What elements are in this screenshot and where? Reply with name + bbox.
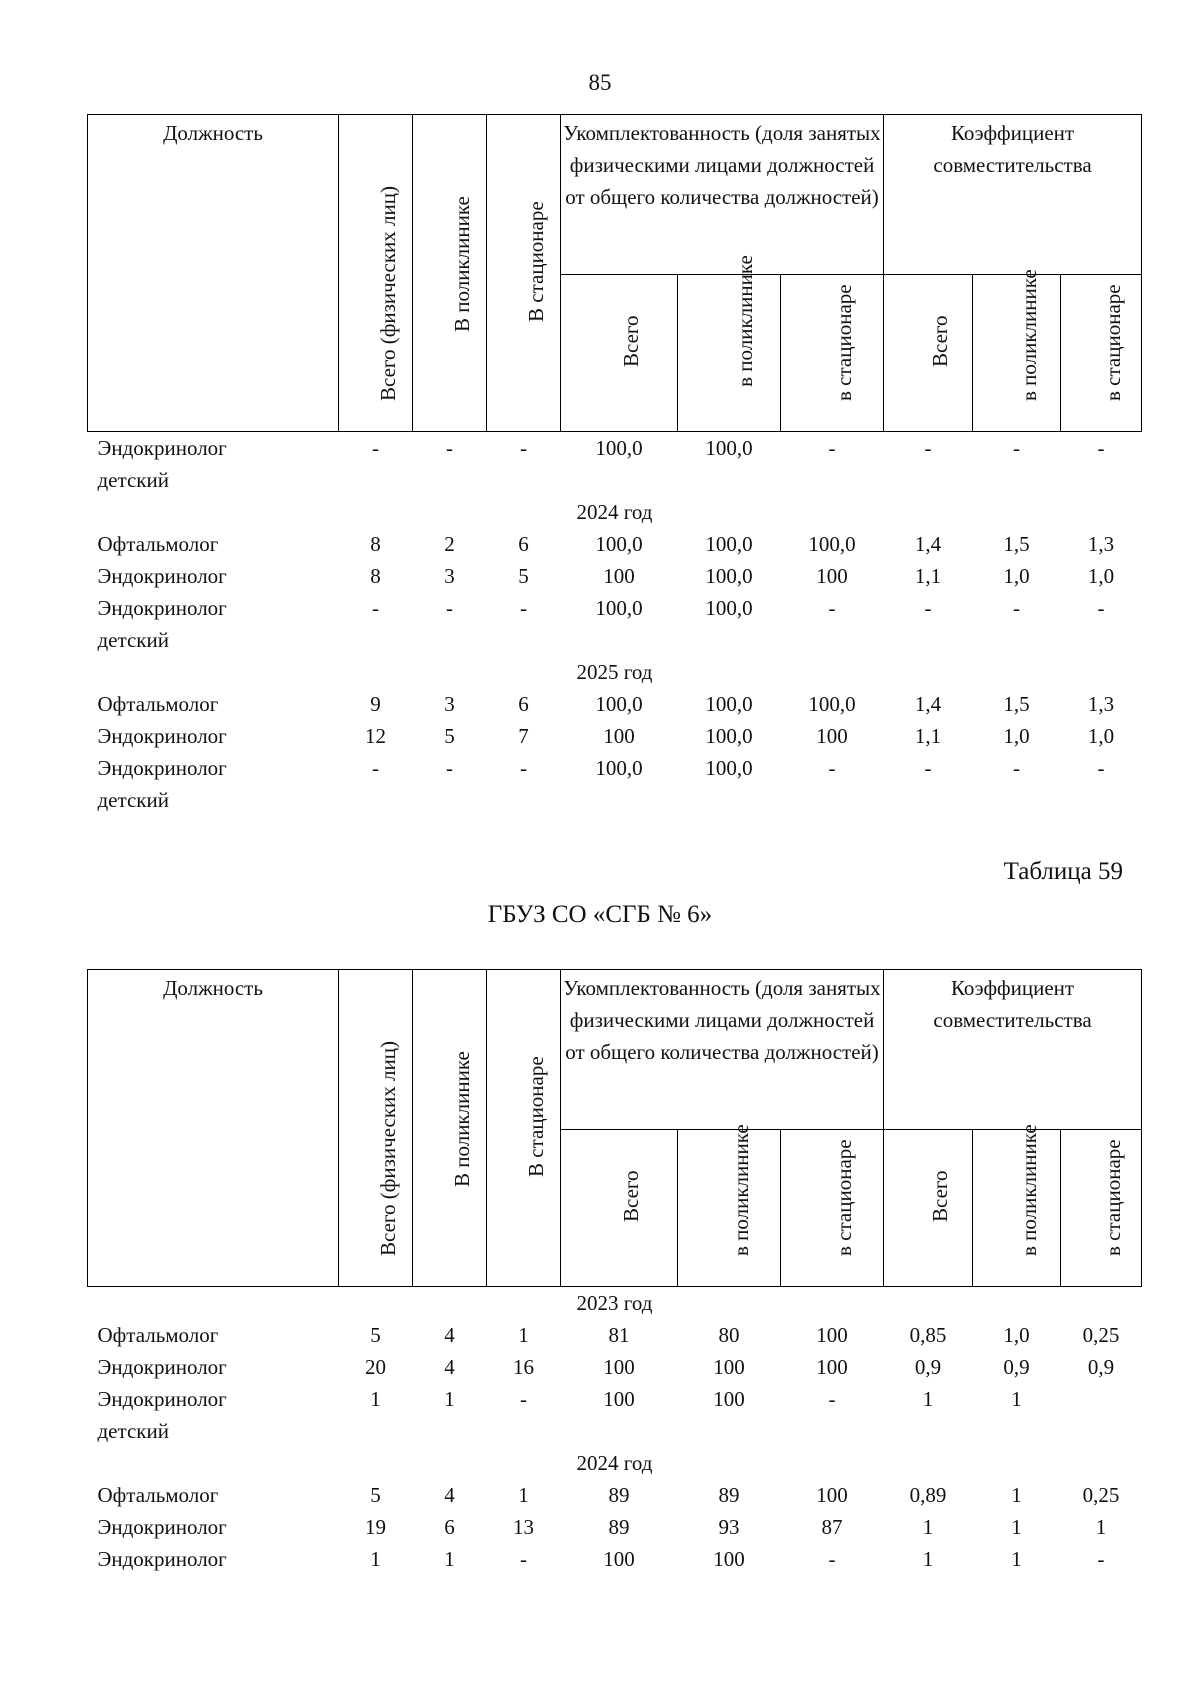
table-cell: 1 [1011,1547,1022,1571]
table-cell: 0,25 [1082,1323,1120,1347]
table-cell [339,1415,413,1447]
table-1-body [88,432,1142,817]
table-cell: 100,0 [595,436,643,460]
table-row-continuation [88,1415,1142,1447]
header-staffing-total: Всего [561,1129,678,1287]
table-cell: 1 [922,1515,934,1539]
header-in-hospital: В стационаре [487,970,561,1287]
position-name: детский [97,788,169,812]
table-cell: 5 [370,1323,381,1347]
year-row [88,656,1142,688]
table-cell: - [520,1387,527,1411]
table-cell [781,464,884,496]
table-cell: 19 [365,1515,386,1539]
position-name: Эндокринолог [97,1515,227,1539]
table-cell [973,464,1061,496]
table-cell: - [1013,756,1021,780]
table-cell: - [828,596,836,620]
table-cell: - [924,756,932,780]
header-combo-polyclinic: в поликлинике [973,1129,1061,1287]
table-cell: 100,0 [705,564,753,588]
table-cell: 1,3 [1087,532,1115,556]
header-staffing-group: Укомплектованность (доля занятых физическими лицами должностей от общего количества должностей) [561,970,884,1130]
table-row [88,688,1142,720]
table-cell: 100 [603,1547,635,1571]
page-number: 85 [588,70,612,95]
table-cell [884,464,973,496]
table-cell [339,624,413,656]
table-cell [413,1415,487,1447]
table-cell: 100,0 [808,692,856,716]
table-cell: 4 [444,1355,455,1379]
table-cell [1061,1383,1142,1415]
position-name: Эндокринолог [97,436,227,460]
table-cell: 0,89 [909,1483,947,1507]
table-cell: - [924,436,932,460]
table-cell: 8 [370,532,381,556]
table-cell [487,624,561,656]
table-cell: 1 [370,1547,381,1571]
organization-title: ГБУЗ СО «СГБ № 6» [487,901,713,928]
table-cell: - [828,1387,836,1411]
table-cell: 7 [518,724,529,748]
table-cell: 1,1 [914,564,942,588]
table-cell [413,464,487,496]
header-position: Должность [88,970,339,1287]
table-cell [561,624,678,656]
table-cell: - [828,1547,836,1571]
table-cell [678,1415,781,1447]
table-caption: Таблица 59 [1003,858,1123,885]
table-cell: 100,0 [595,692,643,716]
table-cell: 100 [713,1547,745,1571]
table-cell: 1 [1011,1387,1022,1411]
header-combo-total: Всего [884,274,973,432]
table-cell: 100 [816,1483,848,1507]
position-name: Офтальмолог [97,532,219,556]
table-cell: - [446,436,453,460]
table-cell [884,784,973,816]
table-cell: 89 [608,1515,630,1539]
table-cell [781,1415,884,1447]
table-cell: 1 [518,1483,529,1507]
table-cell: - [1097,436,1105,460]
table-cell: 3 [444,692,455,716]
position-name: Эндокринолог [97,1547,227,1571]
table-cell: 0,85 [909,1323,947,1347]
table-cell: 1,3 [1087,692,1115,716]
table-cell: - [828,756,836,780]
table-cell [339,464,413,496]
table-cell [561,464,678,496]
table-cell: 1 [444,1547,455,1571]
position-name: детский [97,468,169,492]
table-row-continuation [88,784,1142,816]
table-cell [973,1415,1061,1447]
table-cell: 5 [518,564,529,588]
table-row [88,1479,1142,1511]
table-cell: 2 [444,532,455,556]
header-staffing-hospital: в стационаре [781,274,884,432]
table-cell: - [372,436,379,460]
table-cell: 81 [608,1323,630,1347]
table-cell: - [520,596,527,620]
table-cell: 6 [518,692,529,716]
table-cell: 100,0 [705,596,753,620]
table-cell: 0,25 [1082,1483,1120,1507]
table-cell: 4 [444,1323,455,1347]
table-cell: 87 [821,1515,843,1539]
table-cell: - [1097,596,1105,620]
table-cell: 100 [816,1323,848,1347]
table-cell: 5 [370,1483,381,1507]
table-cell: 0,9 [914,1355,942,1379]
table-cell: 100,0 [595,756,643,780]
header-total-persons: Всего (физических лиц) [339,970,413,1287]
table-cell: 100 [603,1387,635,1411]
table-cell: - [924,596,932,620]
header-combo-group: Коэффициент совместительства [884,115,1142,275]
header-combo-hospital: в стационаре [1061,1129,1142,1287]
table-cell: 3 [444,564,455,588]
position-name: Офтальмолог [97,1323,219,1347]
table-row [88,720,1142,752]
table-cell [487,464,561,496]
table-cell: 100,0 [808,532,856,556]
table-cell [781,624,884,656]
table-2-body [88,1287,1142,1576]
year-label: 2025 год [576,660,653,684]
staffing-table-2 [87,969,1142,1575]
table-cell: 20 [365,1355,386,1379]
position-name: Эндокринолог [97,564,227,588]
table-row [88,1511,1142,1543]
position-name: детский [97,1419,169,1443]
header-staffing-polyclinic: в поликлинике [678,1129,781,1287]
table-cell: - [1097,756,1105,780]
header-staffing-group: Укомплектованность (доля занятых физическими лицами должностей от общего количества должностей) [561,115,884,275]
table-cell: 1 [922,1387,934,1411]
year-row [88,1287,1142,1320]
table-cell [487,784,561,816]
table-cell: 100 [816,724,848,748]
table-cell: 100 [603,724,635,748]
table-row [88,1543,1142,1575]
table-cell: 6 [444,1515,455,1539]
position-name: Эндокринолог [97,1387,227,1411]
table-cell: 0,9 [1003,1355,1030,1379]
table-cell: - [372,756,379,780]
table-cell [561,1415,678,1447]
table-cell [884,1415,973,1447]
table-cell [678,784,781,816]
table-row [88,560,1142,592]
table-cell: - [520,756,527,780]
table-cell: 89 [608,1483,630,1507]
position-name: Эндокринолог [97,596,227,620]
table-cell [1061,1415,1142,1447]
table-cell [413,784,487,816]
table-row [88,528,1142,560]
table-cell: 100,0 [705,724,753,748]
header-staffing-polyclinic: в поликлинике [678,274,781,432]
year-label: 2023 год [576,1291,653,1315]
table-cell [973,624,1061,656]
position-name: Офтальмолог [97,692,219,716]
table-cell: 1,4 [914,692,942,716]
table-cell: 100,0 [705,532,753,556]
position-name: Эндокринолог [97,1355,227,1379]
table-cell: - [372,596,379,620]
table-cell: 89 [718,1483,740,1507]
table-cell: 100,0 [705,692,753,716]
header-in-hospital: В стационаре [487,115,561,432]
table-row [88,1383,1142,1415]
table-cell: - [446,756,453,780]
position-name: детский [97,628,169,652]
table-cell [339,784,413,816]
table-cell: - [446,596,453,620]
header-total-persons: Всего (физических лиц) [339,115,413,432]
table-row-continuation [88,464,1142,496]
header-staffing-total: Всего [561,274,678,432]
table-cell [678,624,781,656]
table-cell: 1,5 [1003,532,1030,556]
table-cell: - [520,1547,527,1571]
table-cell: 1,0 [1003,564,1030,588]
table-cell: 100 [603,564,635,588]
header-in-polyclinic: В поликлинике [413,115,487,432]
table-cell [884,624,973,656]
year-label: 2024 год [576,500,653,524]
table-cell [973,784,1061,816]
header-combo-group: Коэффициент совместительства [884,970,1142,1130]
table-cell: - [1013,596,1021,620]
year-row [88,496,1142,528]
table-row [88,592,1142,624]
table-cell: 1,0 [1087,564,1115,588]
table-cell [1061,624,1142,656]
header-in-polyclinic: В поликлинике [413,970,487,1287]
table-cell: 12 [365,724,386,748]
table-cell: - [1013,436,1021,460]
year-row [88,1447,1142,1479]
table-cell: 80 [718,1323,740,1347]
table-row-continuation [88,624,1142,656]
table-cell: 1 [1095,1515,1107,1539]
table-cell: 0,9 [1087,1355,1115,1379]
table-cell: 100,0 [705,436,753,460]
table-cell: 100 [713,1355,745,1379]
table-cell: 1 [518,1323,529,1347]
table-cell: 100,0 [705,756,753,780]
table-cell [561,784,678,816]
position-name: Офтальмолог [97,1483,219,1507]
table-cell [1061,464,1142,496]
header-combo-total: Всего [884,1129,973,1287]
table-row [88,432,1142,465]
table-cell: - [1097,1547,1105,1571]
table-cell: 1,1 [914,724,942,748]
header-combo-hospital: в стационаре [1061,274,1142,432]
table-cell [678,464,781,496]
position-name: Эндокринолог [97,756,227,780]
table-cell: 100 [816,564,848,588]
table-cell: 9 [370,692,381,716]
table-cell: 100 [713,1387,745,1411]
table-cell: 16 [513,1355,534,1379]
table-cell: 100 [603,1355,635,1379]
table-cell: - [520,436,527,460]
header-staffing-hospital: в стационаре [781,1129,884,1287]
table-cell: 93 [718,1515,740,1539]
staffing-table-1 [87,114,1142,816]
table-cell: 100,0 [595,596,643,620]
position-name: Эндокринолог [97,724,227,748]
table-cell [413,624,487,656]
table-cell: 1 [1011,1483,1022,1507]
table-cell: 1 [370,1387,381,1411]
table-cell: 1,0 [1003,1323,1030,1347]
header-combo-polyclinic: в поликлинике [973,274,1061,432]
table-cell: - [828,436,836,460]
table-cell: 1,0 [1087,724,1115,748]
table-cell: 100 [816,1355,848,1379]
year-label: 2024 год [576,1451,653,1475]
table-cell: 1,4 [914,532,942,556]
table-row [88,1319,1142,1351]
table-row [88,752,1142,784]
table-cell: 1 [444,1387,455,1411]
table-cell: 100,0 [595,532,643,556]
table-cell: 8 [370,564,381,588]
table-row [88,1351,1142,1383]
table-cell: 1,5 [1003,692,1030,716]
header-position: Должность [88,115,339,432]
table-cell [1061,784,1142,816]
table-cell: 1 [922,1547,934,1571]
table-cell: 6 [518,532,529,556]
table-cell: 1 [1011,1515,1022,1539]
table-cell: 4 [444,1483,455,1507]
table-cell [781,784,884,816]
table-cell [487,1415,561,1447]
table-cell: 5 [444,724,455,748]
table-cell: 13 [513,1515,534,1539]
table-cell: 1,0 [1003,724,1030,748]
